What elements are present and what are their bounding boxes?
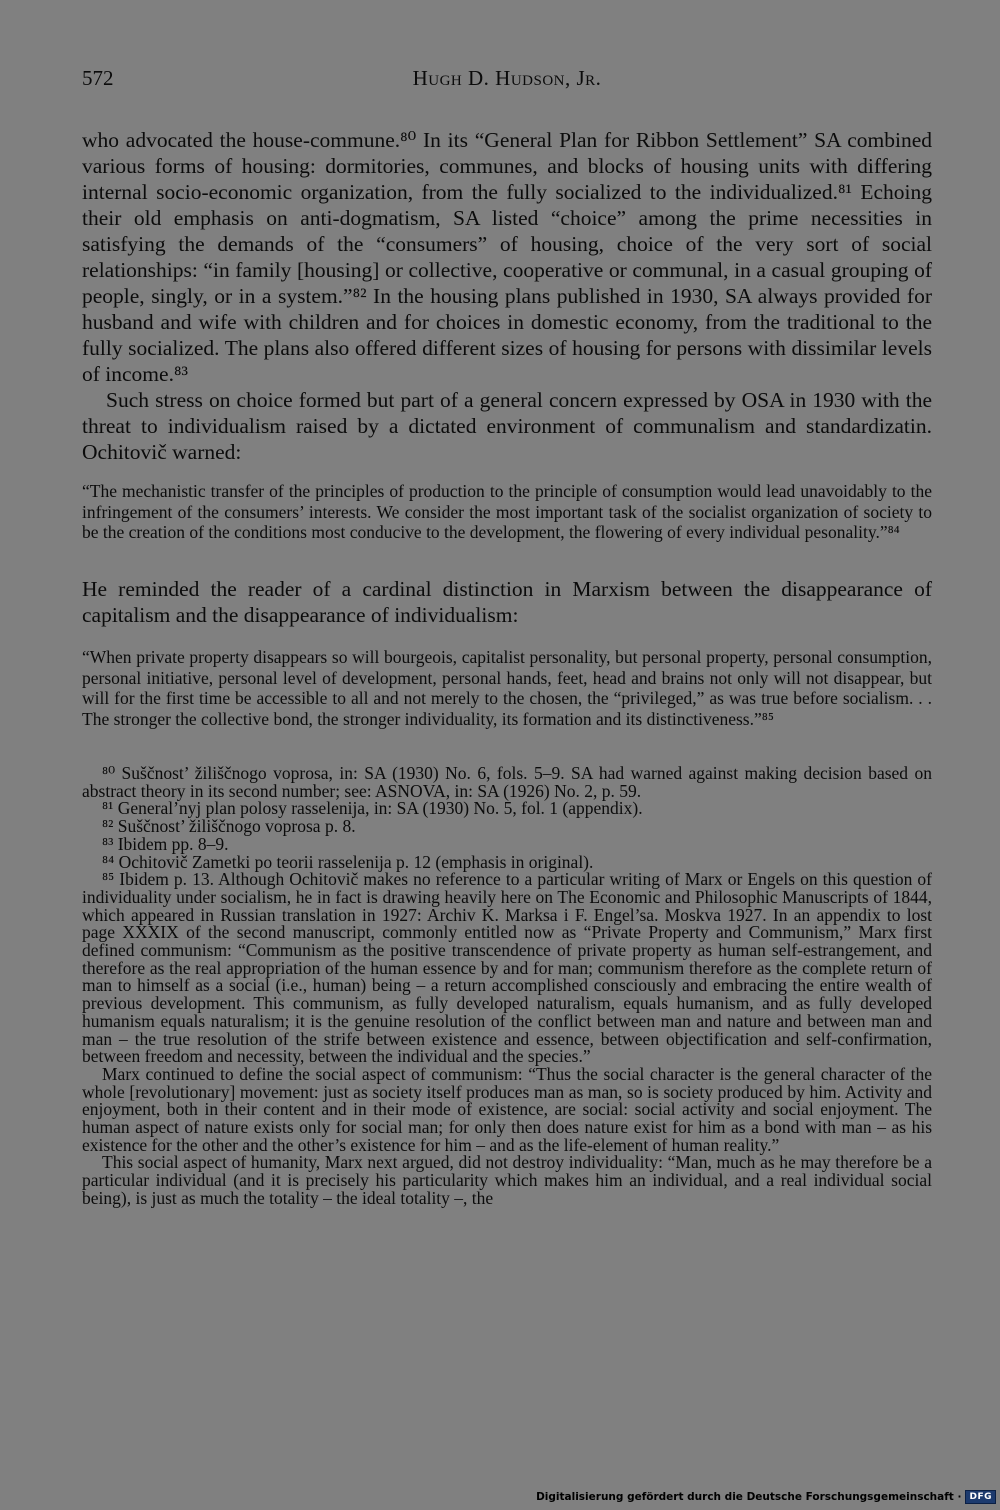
digitization-footer [536, 1487, 1000, 1507]
page-number: 572 [82, 66, 114, 90]
block-quote-1-block [82, 481, 932, 543]
footnote-80: ⁸⁰ Suščnost’ žiliščnogo voprosa, in: SA (1930) No. 6, fols. 5–9. SA had warned against making decision based on abstract theory in its second number; see: ASNOVA, in: SA (1926) No. 2, p. 59. [82, 763, 932, 801]
block-quote-2: “When private property disappears so will bourgeois, capitalist personality, but personal property, personal consumption, personal initiative, personal level of development, personal hands, feet, head and brains not only will not disappear, but will for the first time be accessible to all and not merely to the chosen, the “privileged,” as was true before socialism. . . The stronger the collective bond, the stronger individuality, its formation and its distinctiveness.”⁸⁵ [82, 647, 932, 729]
page-header [82, 66, 932, 96]
footer-credit-text: Digitalisierung gefördert durch die Deutsche Forschungsgemeinschaft · [536, 1491, 962, 1503]
footnote-83: ⁸³ Ibidem pp. 8–9. [102, 833, 229, 854]
block-quote-1: “The mechanistic transfer of the principles of production to the principle of consumption would lead unavoidably to the infringement of the consumers’ interests. We consider the most important task of the socialist organization of society to be the creation of the conditions most conducive to the development, the flowering of every individual pesonality.”⁸⁴ [82, 481, 932, 542]
footnote-85: ⁸⁵ Ibidem p. 13. Although Ochitovič makes no reference to a particular writing of Marx or Engels on this question of individuality under socialism, he in fact is drawing heavily here on The Economic and Philosophic Manuscripts of 1844, which appeared in Russian translation in 1927: Archiv K. Marksa i F. Engel’sa. Moskva 1927. In an appendix to lost page XXXIX of the second manuscript, commonly entitled now as “Private Property and Communism,” Marx first defined communism: “Communism as the positive transcendence of private property as human self-estrangement, and therefore as the real appropriation of the human essence by and for man; communism therefore as the complete return of man to himself as a social (i.e., human) being – a return accomplished consciously and embracing the entire wealth of previous development. This communism, as fully developed naturalism, equals humanism, and as fully developed humanism equals naturalism; it is the genuine resolution of the conflict between man and nature and between man and man – the true resolution of the strife between existence and essence, between objectification and self-confirmation, between freedom and necessity, between the individual and the species.” [82, 869, 932, 1067]
footnote-81: ⁸¹ General’nyj plan polosy rasselenija, in: SA (1930) No. 5, fol. 1 (appendix). [102, 798, 643, 819]
footnote-84: ⁸⁴ Ochitovič Zametki po teorii rasselenija p. 12 (emphasis in original). [102, 851, 594, 872]
body-paragraph-2: Such stress on choice formed but part of a general concern expressed by OSA in 1930 with the threat to individualism raised by a dictated environment of communalism and standardizatin. Ochitovič warned: [82, 388, 932, 464]
footnote-85-continued-2: This social aspect of humanity, Marx next argued, did not destroy individuality: “Man, much as he may therefore be a particular individual (and it is precisely his particularity which makes him an individual, and a real individual social being), is just as much the totality – the ideal totality –, the [82, 1152, 932, 1208]
body-paragraph-1: who advocated the house-commune.⁸⁰ In its “General Plan for Ribbon Settlement” SA combined various forms of housing: dormitories, communes, and blocks of housing units with differing internal socio-economic organization, from the fully socialized to the individualized.⁸¹ Echoing their old emphasis on anti-dogmatism, SA listed “choice” among the prime necessities in satisfying the demands of the “consumers” of housing, choice of the very sort of social relationships: “in family [housing] or collective, cooperative or communal, in a casual grouping of people, singly, or in a system.”⁸² In the housing plans published in 1930, SA always provided for husband and wife with children and for choices in domestic economy, from the traditional to the fully socialized. The plans also offered different sizes of housing for persons with dissimilar levels of income.⁸³ [82, 128, 932, 386]
footnote-82: ⁸² Suščnost’ žiliščnogo voprosa p. 8. [102, 816, 356, 837]
block-quote-2-block [82, 647, 932, 729]
body-paragraph-1-block [82, 127, 932, 387]
footnote-85-continued-1: Marx continued to define the social aspect of communism: “Thus the social character is the general character of the whole [revolutionary] movement: just as society itself produces man as man, so is society produced by him. Activity and enjoyment, both in their content and in their mode of existence, are social: social activity and social enjoyment. The human aspect of nature exists only for social man; for only then does nature exist for him as a bond with man – as his existence for the other and the other’s existence for him – and as the life-element of human reality.” [82, 1063, 932, 1155]
body-paragraph-3: He reminded the reader of a cardinal distinction in Marxism between the disappearance of capitalism and the disappearance of individualism: [82, 577, 932, 627]
body-paragraph-2-block [82, 387, 932, 465]
footnotes [82, 765, 932, 1208]
dfg-logo: DFG [965, 1490, 996, 1504]
running-head: Hugh D. Hudson, Jr. [412, 66, 602, 90]
body-paragraph-3-block [82, 576, 932, 628]
